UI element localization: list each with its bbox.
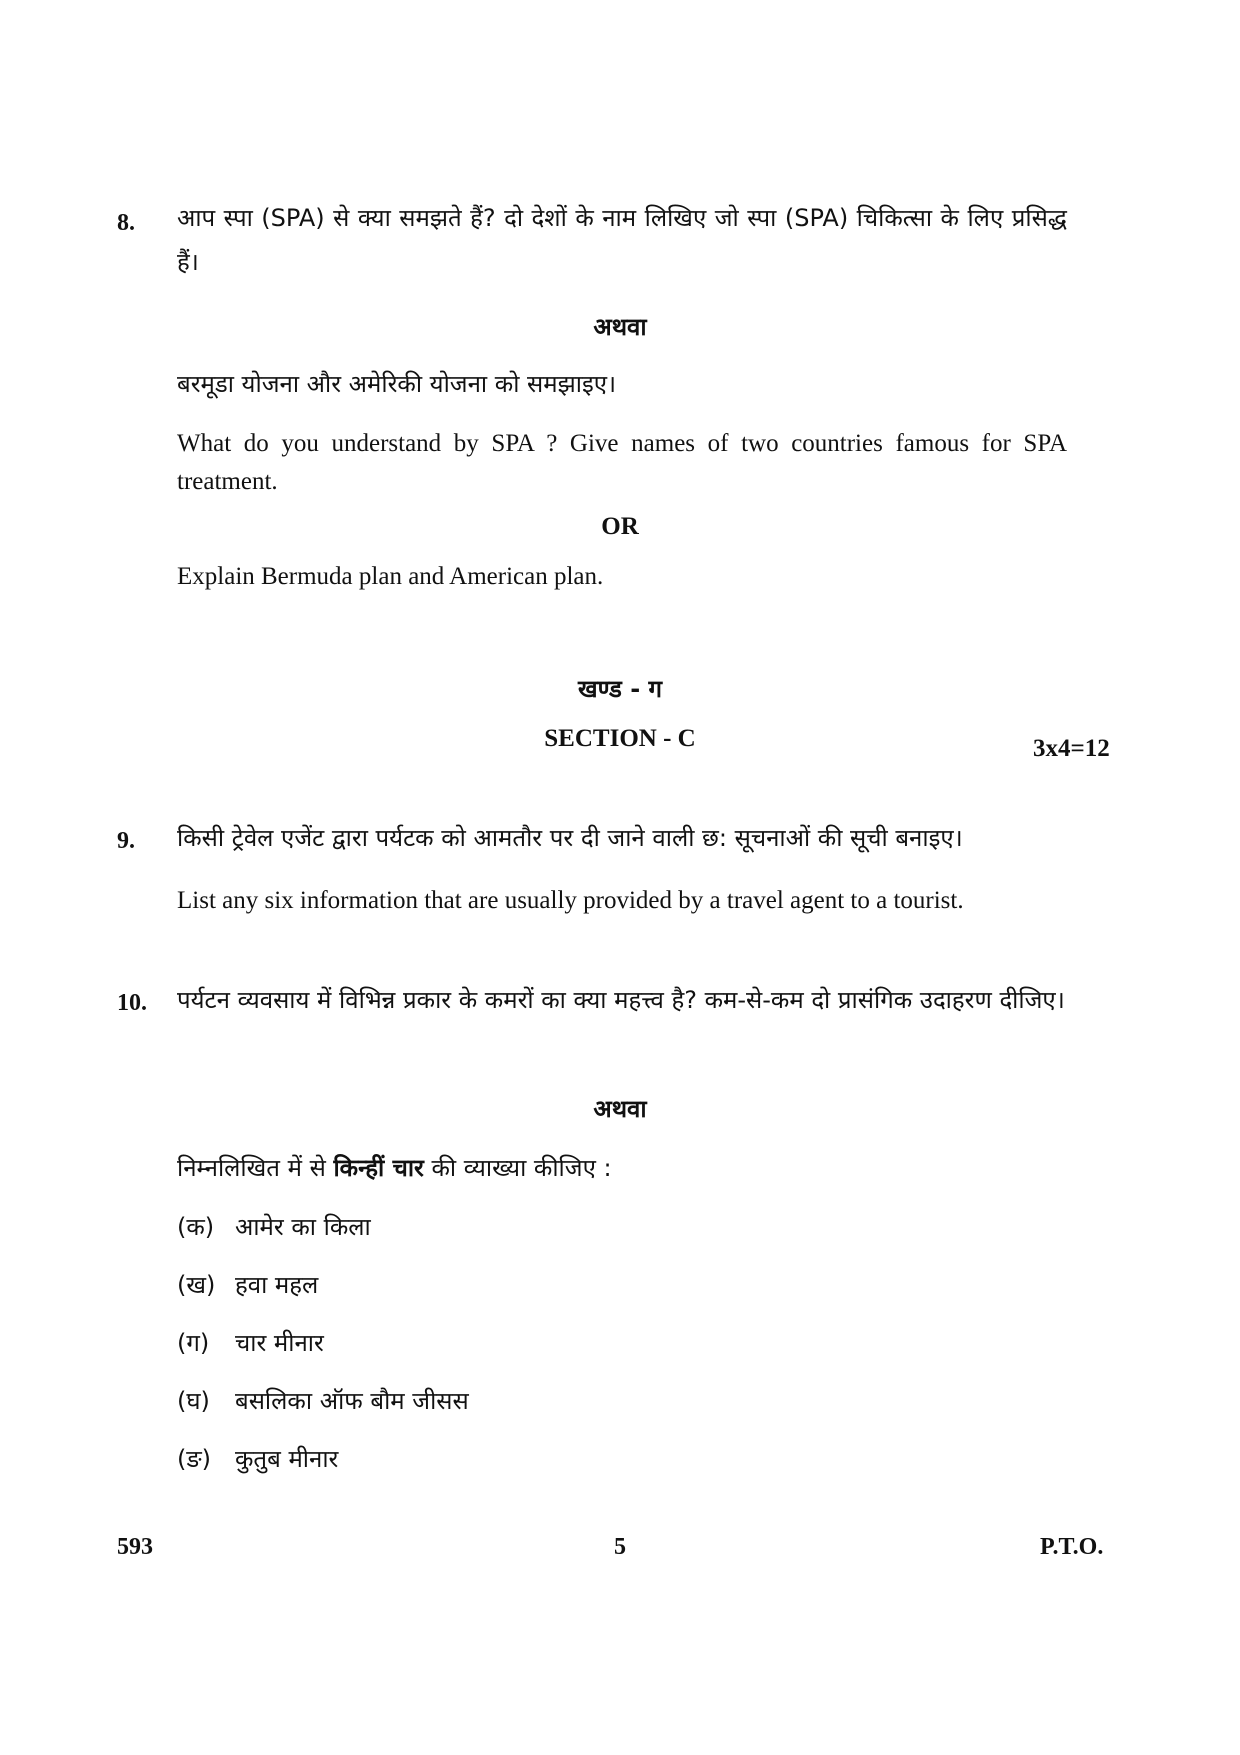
option-label: (ङ) — [177, 1445, 212, 1473]
option-label: (घ) — [177, 1387, 210, 1415]
question-9-number: 9. — [117, 828, 135, 854]
option-label: (ग) — [177, 1329, 210, 1357]
question-10-number: 10. — [117, 990, 147, 1016]
option-text: बसलिका ऑफ बौम जीसस — [235, 1387, 469, 1415]
option-text: चार मीनार — [235, 1329, 324, 1357]
question-8-english-alternative: Explain Bermuda plan and American plan. — [177, 563, 604, 590]
question-8-or-hindi: अथवा — [593, 313, 647, 341]
option-text: आमेर का किला — [235, 1213, 371, 1241]
section-marks: 3x4=12 — [1033, 735, 1110, 762]
option-gha — [177, 1384, 469, 1417]
question-8-english: What do you understand by SPA ? Give names of two countries famous for SPA treatment. — [177, 430, 1067, 495]
option-text: हवा महल — [235, 1271, 319, 1299]
option-label: (ख) — [177, 1271, 216, 1299]
option-ka — [177, 1210, 371, 1243]
option-label: (क) — [177, 1213, 215, 1241]
instruction-emphasis: किन्हीं चार — [333, 1154, 424, 1182]
question-8-hindi: आप स्पा (SPA) से क्या समझते हैं? दो देशों के नाम लिखिए जो स्पा (SPA) चिकित्सा के लिए प्रसिद्ध हैं। — [177, 204, 1067, 276]
question-9-english: List any six information that are usually provided by a travel agent to a tourist. — [177, 887, 964, 914]
instruction-suffix: की व्याख्या कीजिए : — [423, 1154, 612, 1182]
question-10-hindi: पर्यटन व्यवसाय में विभिन्न प्रकार के कमरों का क्या महत्त्व है? कम-से-कम दो प्रासंगिक उदाहरण दीजिए। — [177, 986, 1065, 1014]
question-8-or-english: OR — [601, 513, 639, 540]
question-8-number: 8. — [117, 210, 135, 236]
option-nga — [177, 1442, 338, 1475]
question-8-hindi-alternative: बरमूडा योजना और अमेरिकी योजना को समझाइए। — [177, 370, 617, 398]
question-10-instruction — [177, 1146, 612, 1190]
option-kha — [177, 1268, 318, 1301]
option-text: कुतुब मीनार — [235, 1445, 339, 1473]
section-heading-english: SECTION - C — [544, 725, 696, 752]
instruction-prefix: निम्नलिखित में से — [177, 1154, 334, 1182]
option-ga — [177, 1326, 324, 1359]
footer-pto: P.T.O. — [1040, 1534, 1104, 1560]
footer-page-number: 5 — [614, 1534, 626, 1560]
section-heading-hindi: खण्ड - ग — [577, 675, 663, 703]
question-9-hindi: किसी ट्रेवेल एजेंट द्वारा पर्यटक को आमतौर पर दी जाने वाली छ: सूचनाओं की सूची बनाइए। — [177, 824, 963, 852]
footer-paper-code: 593 — [117, 1534, 153, 1560]
question-10-or-hindi: अथवा — [593, 1095, 647, 1123]
